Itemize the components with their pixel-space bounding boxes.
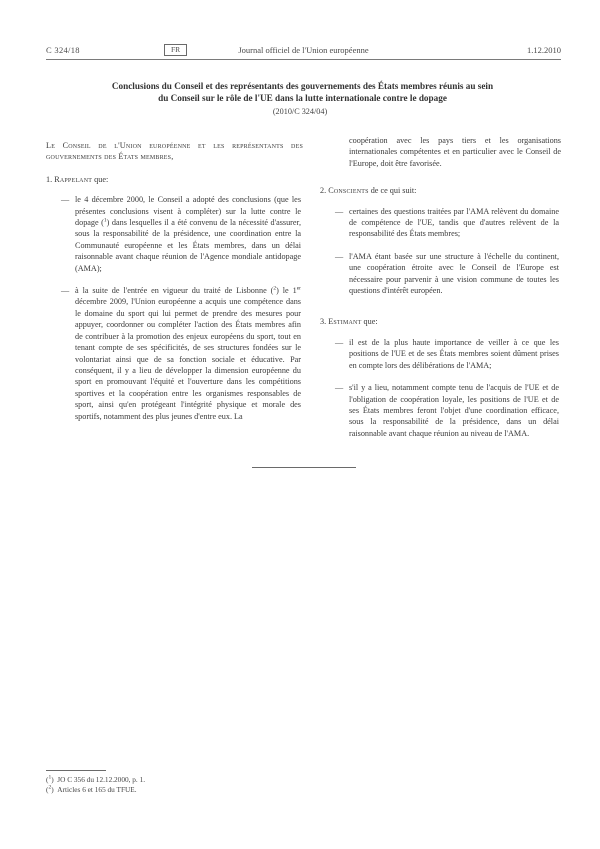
section-keyword: Conscients (328, 186, 369, 196)
footnote-ref: 1 (103, 217, 107, 224)
list-item (320, 337, 561, 371)
right-column (320, 135, 561, 450)
ordinal-suffix: er (296, 285, 301, 292)
footnote-text: Articles 6 et 165 du TFUE. (57, 785, 137, 794)
item-text: il est de la plus haute importance de veiller à ce que les positions de l'UE et de ses États membres soient dûment prises en compte lors des délibérations de l'AMA; (349, 337, 559, 370)
section-3-heading (320, 316, 561, 327)
footnote-rule (46, 770, 106, 771)
dash-marker: — (335, 383, 344, 393)
dash-marker: — (335, 251, 344, 261)
continuation-text: coopération avec les pays tiers et les organisations internationales compétentes et en particulier avec le Conseil de l'Europe, doit être favorisée. (349, 136, 561, 168)
title-line-1: Conclusions du Conseil et des représentants des gouvernements des États membres réunis au sein (111, 81, 494, 91)
publication-date: 1.12.2010 (527, 45, 561, 55)
list-item (320, 251, 561, 297)
dash-marker: — (335, 206, 344, 216)
item-text: s'il y a lieu, notamment compte tenu de l'acquis de l'UE et de l'obligation de coopération loyale, les positions de l'UE et de ses États membres feront l'objet d'une coordination efficace, sous la responsabilité de la présidence, dans un délai raisonnable avant chaque réunion au niveau de l'AMA. (349, 383, 559, 438)
document-reference: (2010/C 324/04) (272, 107, 328, 116)
list-item (320, 382, 561, 439)
footnote: ($^1$) JO C 356 du 12.12.2000, p. 1. (46, 774, 146, 784)
left-column (46, 140, 303, 433)
list-item (46, 194, 303, 274)
footnote-ref: 2 (273, 285, 277, 292)
journal-name: Journal officiel de l'Union européenne (238, 45, 369, 55)
item-text-cont: décembre 2009, l'Union européenne a acquis une compétence dans le domaine du sport qui lui permet de prendre des mesures pour appuyer, coordonner ou compléter l'action des États membres afin de contribuer à la promotion des enjeux européens du sport, tout en tenant compte de ses spécificités, de ses structures fondées sur le volontariat ainsi que de sa fonction sociale et éducative. Par conséquent, il y a lieu de développer la dimension européenne du sport en promouvant l'équité et l'ouverture dans les compétitions sportives et la coopération entre les organismes responsables de sport, ainsi qu'en protégeant l'intégrité physique et morale des sportifs, notamment des plus jeunes d'entre eux. La (75, 297, 301, 421)
dash-marker: — (61, 195, 70, 205)
section-suffix: que: (94, 174, 109, 184)
section-2-heading (320, 185, 561, 196)
header-rule (46, 59, 561, 60)
footnote-mark: 1 (48, 774, 52, 781)
language-badge: FR (164, 44, 187, 56)
page-reference: C 324/18 (46, 45, 80, 55)
intro-text: Le Conseil de l'Union européenne et les représentants des gouvernements des États membres, (46, 141, 303, 162)
item-text-cont: ) dans lesquelles il a été convenu de la nécessité d'assurer, sous la responsabilité de la présidence, une coordination entre la Communauté européenne et les États membres, dans un délai raisonnable avant chaque réunion de l'Agence mondiale antidopage (AMA); (75, 218, 301, 273)
page-header (46, 45, 561, 59)
section-suffix: de ce qui suit: (370, 186, 417, 196)
item-text: le 4 décembre 2000, le Conseil a adopté des conclusions (que les présentes conclusions visent à compléter) sur la lutte contre le dopage ( (75, 195, 301, 228)
footnote-text: JO C 356 du 12.12.2000, p. 1. (57, 775, 146, 784)
section-keyword: Rappelant (54, 174, 93, 184)
section-keyword: Estimant (328, 317, 362, 327)
section-suffix: que: (363, 317, 378, 327)
item-text-mid: ) le 1 (276, 286, 297, 296)
footnote: ($^2$) Articles 6 et 165 du TFUE. (46, 784, 137, 794)
section-number: 3. (320, 317, 327, 327)
section-number: 1. (46, 174, 53, 184)
dash-marker: — (335, 337, 344, 347)
item-text: à la suite de l'entrée en vigueur du traité de Lisbonne ( (75, 286, 274, 296)
list-item (320, 206, 561, 240)
document-title (80, 81, 525, 104)
footnote-mark: 2 (48, 784, 52, 791)
item-text: certaines des questions traitées par l'AMA relèvent du domaine de compétence de l'UE, tandis que d'autres relèvent de la responsabilité des États membres; (349, 206, 559, 239)
section-1-heading (46, 174, 303, 185)
dash-marker: — (61, 286, 70, 296)
end-separator (252, 467, 356, 468)
section-number: 2. (320, 186, 327, 196)
list-item (46, 285, 303, 422)
item-text: l'AMA étant basée sur une structure à l'échelle du continent, une coopération étroite avec le Conseil de l'Europe est nécessaire pour parvenir à une vision commune de toutes les questions d'intérêt européen. (349, 251, 559, 296)
title-line-2: du Conseil sur le rôle de l'UE dans la lutte internationale contre le dopage (158, 92, 447, 103)
